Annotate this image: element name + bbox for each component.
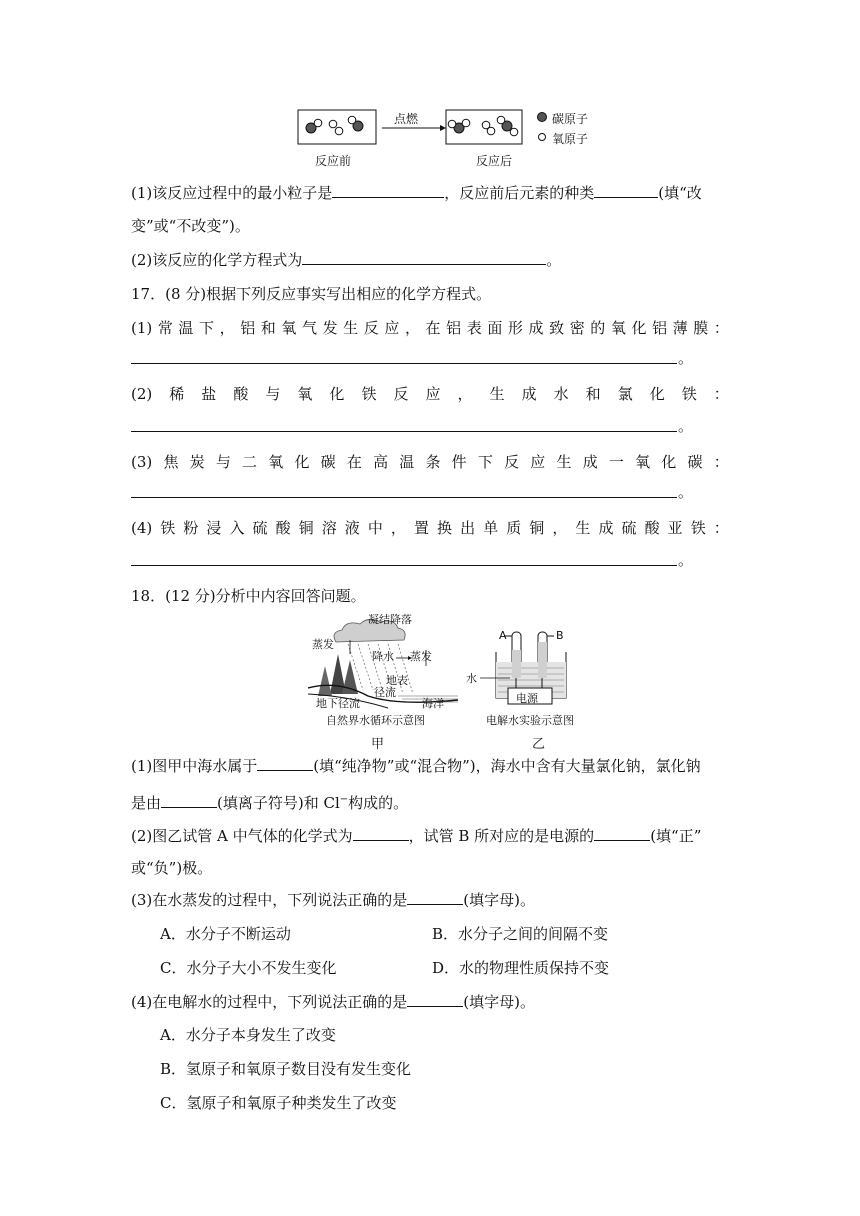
q18-p1-e: 构成的。: [348, 794, 409, 812]
justified-char: 二: [242, 453, 258, 471]
justified-char: 稀: [169, 385, 185, 403]
justified-char: 硫: [252, 519, 268, 537]
q18-p4-option-c: C．氢原子和氧原子种类发生了改变: [160, 1094, 397, 1112]
q16-p1-a: (1)该反应过程中的最小粒子是: [131, 184, 333, 202]
answer-blank[interactable]: [332, 183, 444, 198]
answer-line[interactable]: [131, 497, 677, 498]
justified-char: 铁: [681, 385, 697, 403]
q18-p3-option-b: B．水分子之间的间隔不变: [432, 925, 609, 943]
q18-p1-b: (填“纯净物”或“混合物”)，海水中含有大量氯化钠，氯化钠: [313, 757, 701, 775]
justified-char: 铁: [690, 519, 706, 537]
justified-char: 条: [425, 453, 441, 471]
q18-p4-option-a: A．水分子本身发生了改变: [160, 1026, 336, 1044]
q18-p2-c: (填“正”: [650, 827, 702, 845]
q17-title: 17．(8 分)根据下列反应事实写出相应的化学方程式。: [131, 285, 492, 303]
justified-char: 下: [199, 319, 215, 337]
q18-p1-sup: −: [339, 794, 349, 805]
q18-part1-line1: [131, 756, 701, 776]
justified-char: 铁: [160, 519, 176, 537]
q18-p4-end: (填字母)。: [463, 993, 535, 1011]
justified-char: 水: [553, 385, 569, 403]
justified-char: 成: [598, 519, 614, 537]
justified-char: ：: [713, 319, 729, 337]
justified-char: 在: [425, 319, 441, 337]
justified-char: 和: [585, 385, 601, 403]
justified-char: 氧: [297, 385, 313, 403]
justified-char: 酸: [233, 385, 249, 403]
q18-p3-option-a: A．水分子不断运动: [160, 925, 291, 943]
justified-char: 酸: [644, 519, 660, 537]
period: 。: [678, 551, 694, 569]
period: 。: [678, 417, 694, 435]
justified-char: 表: [466, 319, 482, 337]
q18-p1-a: (1)图甲中海水属于: [131, 757, 258, 775]
q17-item-3: [131, 452, 729, 472]
justified-char: ，: [219, 319, 235, 337]
q16-part1-line2: [131, 216, 250, 236]
fig-yi-tube-a: A: [499, 629, 507, 642]
q18-title: 18．(12 分)分析中内容回答问题。: [131, 587, 366, 605]
justified-char: 炭: [189, 453, 205, 471]
q18-p4-option-b: B．氢原子和氧原子数目没有发生变化: [160, 1060, 412, 1078]
justified-char: 入: [229, 519, 245, 537]
justified-char: 粉: [183, 519, 199, 537]
fig-jia-cloud: 凝结降落: [368, 613, 412, 626]
arrow-label: 点燃: [394, 112, 419, 126]
justified-char: 发: [322, 319, 338, 337]
justified-char: 氯: [617, 385, 633, 403]
answer-blank[interactable]: [257, 756, 313, 771]
justified-char: 铝: [652, 319, 668, 337]
justified-char: 化: [649, 385, 665, 403]
q18-part2-line2: [131, 858, 212, 878]
justified-char: 高: [373, 453, 389, 471]
q18-part3: [131, 890, 535, 910]
q18-p1-d: (填离子符号)和 Cl: [217, 794, 340, 812]
after-label: 反应后: [476, 154, 513, 168]
justified-char: 亚: [667, 519, 683, 537]
q18-p2-a: (2)图乙试管 A 中气体的化学式为: [131, 827, 353, 845]
justified-char: 在: [346, 453, 362, 471]
justified-char: 化: [631, 319, 647, 337]
justified-char: 置: [413, 519, 429, 537]
justified-char: 反: [504, 453, 520, 471]
q17-item-1: [131, 318, 729, 338]
fig-yi-label: 乙: [532, 737, 546, 752]
fig-yi-caption: 电解水实验示意图: [486, 714, 574, 727]
justified-char: 下: [477, 453, 493, 471]
justified-char: 化: [661, 453, 677, 471]
answer-blank[interactable]: [407, 992, 463, 1007]
before-label: 反应前: [315, 154, 352, 168]
q18-p3-option-c: C．水分子大小不发生变化: [160, 959, 337, 977]
justified-char: 的: [590, 319, 606, 337]
justified-char: 铜: [529, 519, 545, 537]
justified-char: 面: [487, 319, 503, 337]
justified-char: 碳: [320, 453, 336, 471]
justified-char: 生: [489, 385, 505, 403]
justified-char: 液: [344, 519, 360, 537]
justified-char: 膜: [693, 319, 709, 337]
justified-char: 出: [460, 519, 476, 537]
justified-char: 中: [367, 519, 383, 537]
q18-part2-line1: [131, 826, 701, 846]
justified-char: 铜: [298, 519, 314, 537]
justified-char: 成: [521, 385, 537, 403]
q18-part4: [131, 992, 535, 1012]
q16-p2-b: 。: [546, 251, 562, 269]
justified-char: 氧: [281, 319, 297, 337]
fig-jia-ground: 地下径流: [316, 697, 360, 710]
justified-char: 氧: [635, 453, 651, 471]
justified-char: 单: [483, 519, 499, 537]
justified-char: ，: [404, 319, 420, 337]
justified-char: 铝: [446, 319, 462, 337]
q18-p2-d: 或“负”)极。: [131, 859, 213, 877]
fig-jia-surface-b: 径流: [374, 686, 396, 699]
q17-item-2: [131, 384, 729, 404]
justified-char: 生: [343, 319, 359, 337]
answer-line[interactable]: [131, 431, 677, 432]
justified-char: 生: [575, 519, 591, 537]
justified-char: ，: [552, 519, 568, 537]
justified-char: ：: [713, 519, 729, 537]
justified-char: 溶: [321, 519, 337, 537]
fig-jia-surface-a: 地表: [386, 674, 408, 687]
justified-char: 酸: [275, 519, 291, 537]
justified-char: 常: [157, 319, 173, 337]
fig-yi-power: 电源: [516, 692, 538, 705]
justified-char: 换: [437, 519, 453, 537]
answer-blank[interactable]: [594, 826, 650, 841]
q18-p3: (3)在水蒸发的过程中，下列说法正确的是: [131, 891, 408, 909]
fig-yi-tube-b: B: [556, 629, 564, 642]
period: 。: [678, 349, 694, 367]
justified-char: 气: [301, 319, 317, 337]
fig-jia-ocean: 海洋: [422, 697, 444, 710]
justified-char: (1): [131, 319, 153, 337]
justified-char: (3): [131, 453, 153, 471]
justified-char: ，: [457, 385, 473, 403]
q18-part1-line2: [131, 790, 408, 813]
justified-char: 质: [506, 519, 522, 537]
answer-line[interactable]: [131, 363, 677, 364]
answer-blank[interactable]: [161, 793, 217, 808]
period: 。: [678, 483, 694, 501]
justified-char: 铁: [361, 385, 377, 403]
fig-jia-caption: 自然界水循环示意图: [326, 714, 425, 727]
justified-char: 应: [384, 319, 400, 337]
answer-blank[interactable]: [594, 183, 658, 198]
justified-char: 应: [425, 385, 441, 403]
justified-char: 致: [549, 319, 565, 337]
answer-blank[interactable]: [302, 250, 546, 265]
q18-p3-option-d: D．水的物理性质保持不变: [432, 959, 610, 977]
fig-jia-label: 甲: [371, 737, 385, 752]
fig-jia-evap-right: 蒸发: [410, 650, 432, 663]
justified-char: 薄: [672, 319, 688, 337]
q18-p4: (4)在电解水的过程中，下列说法正确的是: [131, 993, 408, 1011]
fig-yi-water: 水: [466, 672, 477, 685]
justified-char: ：: [713, 453, 729, 471]
justified-char: 铝: [240, 319, 256, 337]
fig-jia-evap-left: 蒸发: [312, 638, 334, 651]
justified-char: ：: [713, 385, 729, 403]
justified-char: (2): [131, 385, 153, 403]
justified-char: 浸: [206, 519, 222, 537]
justified-char: 成: [582, 453, 598, 471]
justified-char: 焦: [163, 453, 179, 471]
justified-char: ，: [390, 519, 406, 537]
justified-char: 碳: [687, 453, 703, 471]
q18-p1-c: 是由: [131, 794, 162, 812]
q16-p1-d: 变”或“不改变”)。: [131, 217, 250, 235]
answer-blank[interactable]: [407, 890, 463, 905]
justified-char: 化: [294, 453, 310, 471]
justified-char: 盐: [201, 385, 217, 403]
q16-p1-b: ，反应前后元素的种类: [444, 184, 595, 202]
justified-char: 与: [265, 385, 281, 403]
justified-char: (4): [131, 519, 153, 537]
fig-jia-rain: 降水: [372, 650, 394, 663]
legend-carbon: 碳原子: [552, 112, 589, 126]
justified-char: 一: [608, 453, 624, 471]
justified-char: 温: [178, 319, 194, 337]
justified-char: 成: [528, 319, 544, 337]
q18-p3-end: (填字母)。: [463, 891, 535, 909]
justified-char: 形: [507, 319, 523, 337]
justified-char: 氧: [268, 453, 284, 471]
justified-char: 生: [556, 453, 572, 471]
q16-part1-line1: [131, 183, 729, 203]
q16-part2: [131, 250, 561, 270]
justified-char: 温: [399, 453, 415, 471]
legend-oxygen: 氧原子: [552, 132, 589, 146]
justified-char: 应: [530, 453, 546, 471]
justified-char: 件: [451, 453, 467, 471]
q18-p2-b: ，试管 B 所对应的是电源的: [408, 827, 595, 845]
justified-char: 密: [569, 319, 585, 337]
justified-char: 反: [363, 319, 379, 337]
answer-blank[interactable]: [353, 826, 409, 841]
justified-char: 与: [215, 453, 231, 471]
justified-char: 氧: [610, 319, 626, 337]
q16-p1-c: (填“改: [658, 184, 702, 202]
justified-char: 硫: [621, 519, 637, 537]
answer-line[interactable]: [131, 565, 677, 566]
justified-char: 反: [393, 385, 409, 403]
q16-p2-a: (2)该反应的化学方程式为: [131, 251, 303, 269]
justified-char: 化: [329, 385, 345, 403]
justified-char: 和: [260, 319, 276, 337]
q17-item-4: [131, 518, 729, 538]
